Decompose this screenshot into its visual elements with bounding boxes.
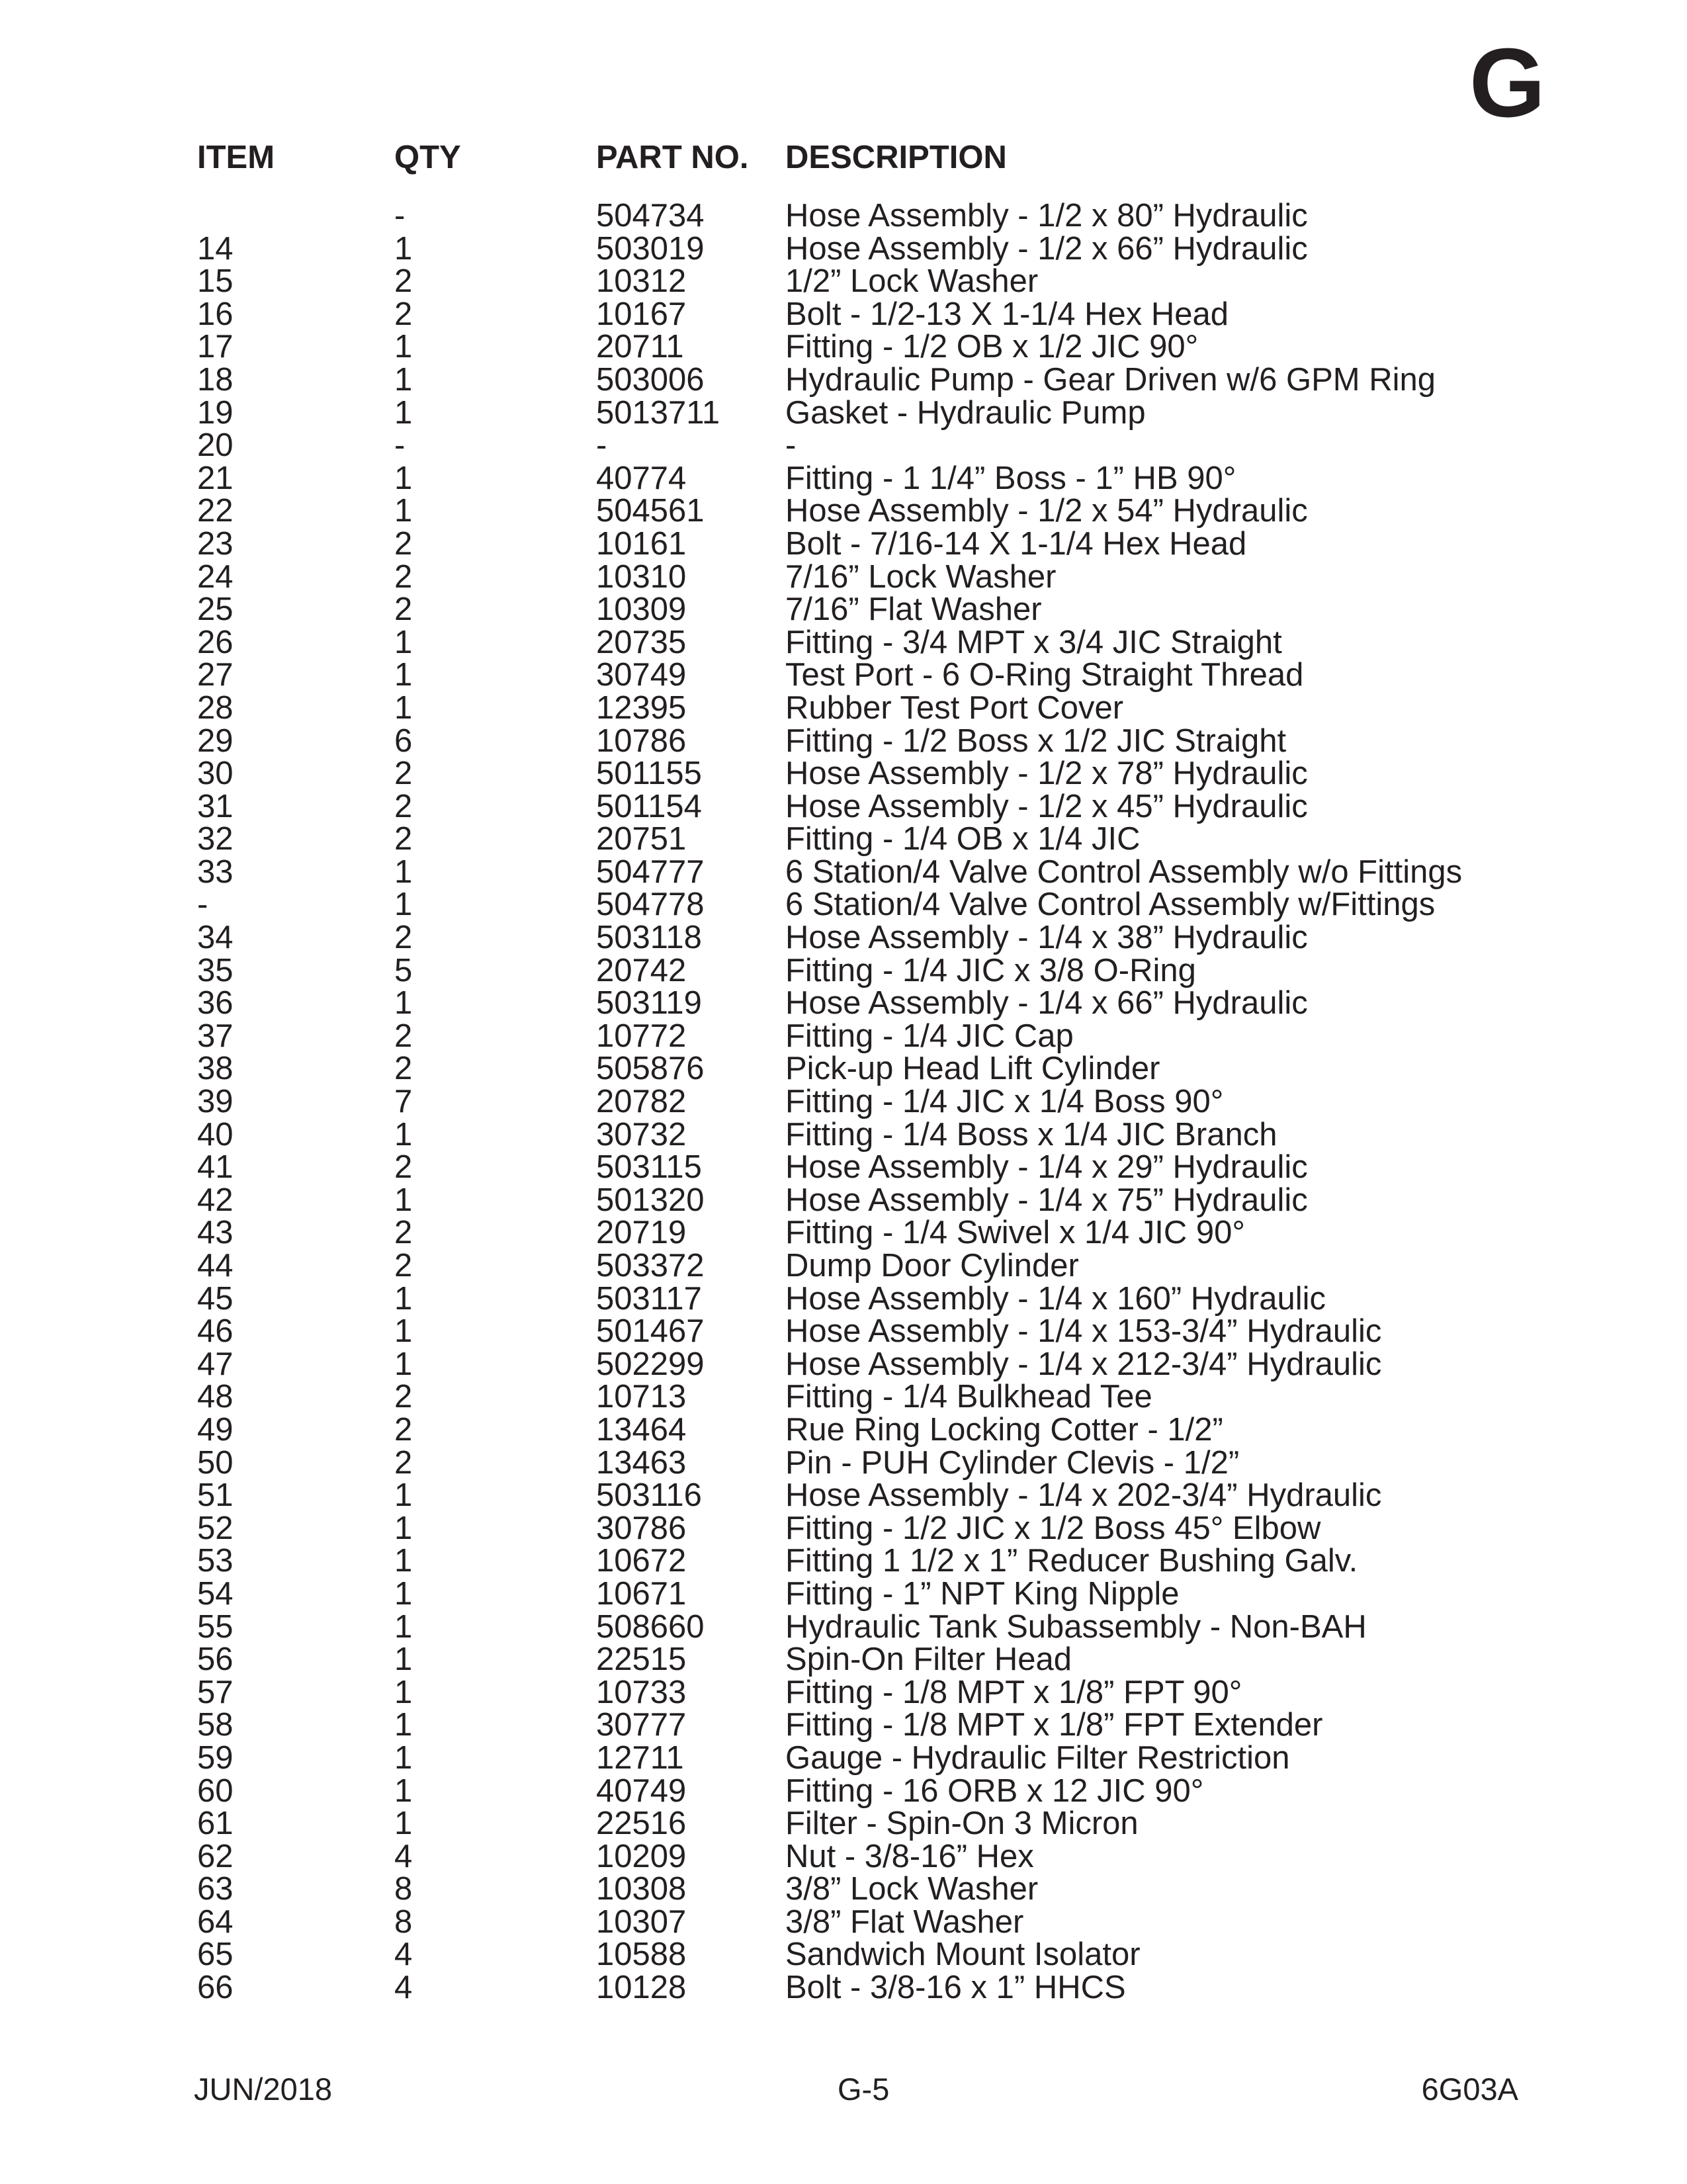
cell-item: 62 [197,1838,234,1874]
cell-qty: 4 [394,1970,413,2006]
cell-description: Hose Assembly - 1/2 x 78” Hydraulic [785,756,1308,792]
cell-item: - [197,887,208,923]
table-row [0,889,1687,922]
table-row [0,1674,1687,1710]
cell-item: 46 [197,1313,234,1350]
cell-qty: 1 [394,460,413,496]
cell-item: 53 [197,1543,234,1579]
table-row [0,1903,1687,1940]
cell-part-no: 503117 [596,1280,702,1317]
cell-item: 15 [197,263,234,300]
table-row [0,952,1687,988]
cell-part-no: 10672 [596,1543,687,1579]
cell-item: 61 [197,1806,234,1842]
cell-part-no: 503119 [596,985,702,1022]
cell-description: Fitting - 1/2 Boss x 1/2 JIC Straight [785,722,1287,759]
cell-qty: 1 [394,1674,413,1710]
cell-qty: 2 [394,1149,413,1186]
table-row [0,495,1687,528]
column-headers [0,139,1687,179]
cell-qty: 1 [394,1575,413,1612]
cell-part-no: 503019 [596,230,705,267]
cell-qty: - [394,427,406,464]
cell-description: Bolt - 7/16-14 X 1-1/4 Hex Head [785,525,1247,562]
cell-description: 6 Station/4 Valve Control Assembly w/o Fittings [785,853,1463,890]
table-row [0,1772,1687,1809]
cell-qty: 1 [394,887,413,923]
cell-part-no: 501467 [596,1313,705,1350]
table-row [0,853,1687,890]
cell-part-no: 10772 [596,1018,687,1054]
cell-part-no: 30749 [596,657,687,693]
cell-part-no: 10671 [596,1575,687,1612]
table-row [0,1643,1687,1677]
cell-description: Fitting - 1/4 Swivel x 1/4 JIC 90° [785,1215,1245,1251]
table-row [0,1808,1687,1841]
table-row [0,331,1687,364]
table-row [0,1512,1687,1546]
cell-qty: 1 [394,1182,413,1218]
cell-qty: 1 [394,1608,413,1645]
cell-description: Hose Assembly - 1/4 x 66” Hydraulic [785,985,1308,1022]
cell-item: 25 [197,591,234,628]
cell-item: 16 [197,296,234,332]
cell-part-no: 10309 [596,591,687,628]
table-row [0,1053,1687,1086]
table-row [0,1479,1687,1512]
cell-qty: 1 [394,1346,413,1382]
cell-item: 24 [197,558,234,595]
cell-part-no: 10733 [596,1674,687,1710]
cell-qty: - [394,198,406,234]
cell-qty: 1 [394,1707,413,1743]
cell-item: 23 [197,525,234,562]
cell-qty: 1 [394,329,413,365]
cell-item: 59 [197,1739,234,1776]
cell-qty: 1 [394,493,413,529]
cell-item: 22 [197,493,234,529]
cell-item: 26 [197,624,234,660]
cell-description: Test Port - 6 O-Ring Straight Thread [785,657,1304,693]
cell-description: Fitting - 1/4 OB x 1/4 JIC [785,821,1141,857]
cell-part-no: 30732 [596,1116,687,1153]
table-row [0,659,1687,692]
cell-part-no: 20751 [596,821,687,857]
cell-part-no: 504561 [596,493,705,529]
cell-part-no: 10312 [596,263,687,300]
table-row [0,1545,1687,1578]
cell-part-no: 503118 [596,920,702,956]
cell-qty: 7 [394,1084,413,1120]
cell-item: 56 [197,1641,234,1678]
cell-description: Hose Assembly - 1/4 x 202-3/4” Hydraulic [785,1477,1382,1514]
table-row [0,788,1687,824]
cell-item: 65 [197,1937,234,1973]
footer-doc-code: 6G03A [1421,2072,1518,2107]
table-row [0,200,1687,233]
cell-qty: 1 [394,1510,413,1546]
cell-item: 37 [197,1018,234,1054]
cell-part-no: - [596,427,607,464]
table-row [0,1739,1687,1776]
table-row [0,922,1687,955]
table-row [0,429,1687,462]
cell-part-no: 22516 [596,1806,687,1842]
cell-description: Fitting - 1” NPT King Nipple [785,1575,1180,1612]
cell-part-no: 504734 [596,198,705,234]
cell-item: 60 [197,1772,234,1809]
table-row [0,624,1687,660]
cell-item: 38 [197,1051,234,1087]
cell-qty: 8 [394,1871,413,1907]
cell-qty: 2 [394,1018,413,1054]
cell-description: Fitting - 1/2 JIC x 1/2 Boss 45° Elbow [785,1510,1321,1546]
cell-part-no: 30777 [596,1707,687,1743]
table-row [0,1411,1687,1448]
cell-part-no: 503116 [596,1477,702,1514]
cell-part-no: 501320 [596,1182,705,1218]
cell-item: 57 [197,1674,234,1710]
cell-part-no: 40749 [596,1772,687,1809]
cell-part-no: 10209 [596,1838,687,1874]
cell-part-no: 10786 [596,722,687,759]
cell-qty: 1 [394,394,413,431]
cell-item: 48 [197,1379,234,1415]
table-row [0,230,1687,267]
cell-part-no: 40774 [596,460,687,496]
cell-part-no: 501154 [596,788,702,824]
cell-part-no: 10161 [596,525,687,562]
cell-part-no: 508660 [596,1608,705,1645]
section-letter: G [1469,28,1545,138]
cell-description: Bolt - 3/8-16 x 1” HHCS [785,1970,1126,2006]
cell-qty: 1 [394,1280,413,1317]
cell-description: Hose Assembly - 1/4 x 153-3/4” Hydraulic [785,1313,1382,1350]
cell-part-no: 504777 [596,853,705,890]
cell-qty: 2 [394,788,413,824]
cell-description: Hose Assembly - 1/4 x 212-3/4” Hydraulic [785,1346,1382,1382]
cell-qty: 2 [394,920,413,956]
cell-item: 17 [197,329,234,365]
cell-qty: 4 [394,1937,413,1973]
cell-description: Hose Assembly - 1/2 x 45” Hydraulic [785,788,1308,824]
cell-part-no: 10307 [596,1903,687,1940]
cell-part-no: 20782 [596,1084,687,1120]
cell-qty: 1 [394,1772,413,1809]
table-row [0,1086,1687,1119]
cell-description: Bolt - 1/2-13 X 1-1/4 Hex Head [785,296,1229,332]
table-row [0,1280,1687,1317]
cell-item: 31 [197,788,234,824]
cell-description: Hydraulic Pump - Gear Driven w/6 GPM Ring [785,361,1436,398]
cell-description: 7/16” Flat Washer [785,591,1042,628]
cell-description: Gauge - Hydraulic Filter Restriction [785,1739,1290,1776]
cell-qty: 1 [394,361,413,398]
footer-date: JUN/2018 [194,2072,332,2107]
cell-item: 49 [197,1411,234,1448]
cell-description: Fitting - 1/4 Boss x 1/4 JIC Branch [785,1116,1277,1153]
cell-qty: 8 [394,1903,413,1940]
cell-description: Fitting - 1 1/4” Boss - 1” HB 90° [785,460,1236,496]
cell-qty: 1 [394,1116,413,1153]
table-row [0,689,1687,726]
cell-description: Hose Assembly - 1/2 x 66” Hydraulic [785,230,1308,267]
table-row [0,1184,1687,1217]
cell-qty: 5 [394,952,413,988]
cell-description: 1/2” Lock Washer [785,263,1039,300]
table-row [0,1250,1687,1283]
table-row [0,1608,1687,1645]
cell-item: 51 [197,1477,234,1514]
table-row [0,758,1687,791]
cell-description: Pin - PUH Cylinder Clevis - 1/2” [785,1444,1240,1481]
cell-item: 45 [197,1280,234,1317]
table-row [0,298,1687,331]
cell-qty: 6 [394,722,413,759]
cell-description: Sandwich Mount Isolator [785,1937,1141,1973]
cell-item: 20 [197,427,234,464]
table-row [0,1116,1687,1153]
cell-description: Rubber Test Port Cover [785,689,1124,726]
cell-item: 44 [197,1248,234,1284]
cell-item: 52 [197,1510,234,1546]
cell-description: - [785,427,797,464]
table-row [0,593,1687,627]
cell-part-no: 503006 [596,361,705,398]
table-row [0,1020,1687,1053]
cell-item: 28 [197,689,234,726]
cell-part-no: 20711 [596,329,684,365]
table-row [0,361,1687,398]
cell-part-no: 20719 [596,1215,687,1251]
cell-part-no: 20735 [596,624,687,660]
cell-qty: 2 [394,1379,413,1415]
cell-description: Hose Assembly - 1/4 x 75” Hydraulic [785,1182,1308,1218]
cell-part-no: 501155 [596,756,702,792]
cell-part-no: 10713 [596,1379,687,1415]
cell-qty: 2 [394,1215,413,1251]
cell-item: 36 [197,985,234,1022]
cell-item: 27 [197,657,234,693]
cell-description: Nut - 3/8-16” Hex [785,1838,1034,1874]
footer-page-number: G-5 [838,2072,890,2107]
cell-description: Filter - Spin-On 3 Micron [785,1806,1139,1842]
cell-qty: 1 [394,1477,413,1514]
table-row [0,987,1687,1020]
cell-description: Rue Ring Locking Cotter - 1/2” [785,1411,1223,1448]
table-row [0,1873,1687,1906]
cell-part-no: 13464 [596,1411,687,1448]
cell-description: Fitting - 1/4 JIC x 1/4 Boss 90° [785,1084,1224,1120]
cell-description: 3/8” Flat Washer [785,1903,1024,1940]
table-row [0,1151,1687,1184]
cell-item: 63 [197,1871,234,1907]
cell-part-no: 12711 [596,1739,684,1776]
cell-part-no: 10308 [596,1871,687,1907]
cell-item: 34 [197,920,234,956]
cell-description: 3/8” Lock Washer [785,1871,1039,1907]
header-qty: QTY [394,140,461,175]
cell-qty: 2 [394,591,413,628]
cell-qty: 1 [394,657,413,693]
cell-part-no: 504778 [596,887,705,923]
cell-item: 66 [197,1970,234,2006]
cell-item: 55 [197,1608,234,1645]
cell-description: Spin-On Filter Head [785,1641,1072,1678]
cell-item: 19 [197,394,234,431]
cell-item: 33 [197,853,234,890]
cell-qty: 1 [394,624,413,660]
page-footer [0,2070,1687,2109]
header-description: DESCRIPTION [785,140,1007,175]
table-row [0,1217,1687,1250]
cell-qty: 2 [394,1444,413,1481]
cell-description: Fitting - 1/8 MPT x 1/8” FPT Extender [785,1707,1323,1743]
cell-qty: 1 [394,1543,413,1579]
cell-description: Fitting 1 1/2 x 1” Reducer Bushing Galv. [785,1543,1358,1579]
table-row [0,1348,1687,1381]
table-row [0,525,1687,562]
cell-qty: 4 [394,1838,413,1874]
cell-part-no: 20742 [596,952,687,988]
cell-item: 39 [197,1084,234,1120]
table-row [0,1972,1687,2005]
cell-description: Hose Assembly - 1/2 x 80” Hydraulic [785,198,1308,234]
cell-description: Hose Assembly - 1/4 x 29” Hydraulic [785,1149,1308,1186]
cell-item: 18 [197,361,234,398]
cell-qty: 2 [394,821,413,857]
header-item: ITEM [197,140,275,175]
cell-part-no: 10167 [596,296,687,332]
table-row [0,1381,1687,1414]
table-row [0,1838,1687,1874]
cell-part-no: 503115 [596,1149,702,1186]
cell-qty: 2 [394,296,413,332]
table-row [0,1575,1687,1612]
cell-qty: 1 [394,1313,413,1350]
cell-description: 6 Station/4 Valve Control Assembly w/Fittings [785,887,1436,923]
table-row [0,1315,1687,1348]
cell-description: Hose Assembly - 1/4 x 160” Hydraulic [785,1280,1326,1317]
cell-qty: 2 [394,525,413,562]
table-row [0,1939,1687,1972]
table-row [0,1709,1687,1742]
cell-item: 54 [197,1575,234,1612]
cell-part-no: 12395 [596,689,687,726]
cell-description: Hose Assembly - 1/4 x 38” Hydraulic [785,920,1308,956]
cell-item: 40 [197,1116,234,1153]
cell-description: Gasket - Hydraulic Pump [785,394,1146,431]
parts-table [0,200,1687,2005]
cell-qty: 2 [394,756,413,792]
cell-description: Fitting - 16 ORB x 12 JIC 90° [785,1772,1204,1809]
cell-qty: 1 [394,1739,413,1776]
cell-qty: 2 [394,1051,413,1087]
cell-part-no: 505876 [596,1051,705,1087]
cell-item: 35 [197,952,234,988]
cell-part-no: 10588 [596,1937,687,1973]
cell-qty: 1 [394,1806,413,1842]
table-row [0,722,1687,759]
cell-description: Dump Door Cylinder [785,1248,1079,1284]
table-row [0,462,1687,496]
cell-qty: 2 [394,263,413,300]
cell-item: 32 [197,821,234,857]
cell-item: 30 [197,756,234,792]
cell-item: 41 [197,1149,234,1186]
cell-item: 58 [197,1707,234,1743]
cell-description: Fitting - 3/4 MPT x 3/4 JIC Straight [785,624,1282,660]
cell-description: Fitting - 1/4 JIC Cap [785,1018,1074,1054]
cell-qty: 1 [394,853,413,890]
cell-description: Fitting - 1/4 Bulkhead Tee [785,1379,1152,1415]
cell-description: Hydraulic Tank Subassembly - Non-BAH [785,1608,1367,1645]
cell-part-no: 13463 [596,1444,687,1481]
table-row [0,823,1687,856]
cell-qty: 2 [394,1248,413,1284]
cell-item: 50 [197,1444,234,1481]
table-row [0,558,1687,595]
cell-qty: 1 [394,985,413,1022]
cell-part-no: 502299 [596,1346,705,1382]
cell-description: Fitting - 1/4 JIC x 3/8 O-Ring [785,952,1196,988]
cell-item: 42 [197,1182,234,1218]
cell-item: 47 [197,1346,234,1382]
cell-description: 7/16” Lock Washer [785,558,1057,595]
cell-item: 14 [197,230,234,267]
cell-part-no: 30786 [596,1510,687,1546]
cell-item: 43 [197,1215,234,1251]
cell-qty: 1 [394,230,413,267]
cell-part-no: 22515 [596,1641,687,1678]
cell-description: Fitting - 1/2 OB x 1/2 JIC 90° [785,329,1199,365]
table-row [0,265,1687,298]
cell-description: Fitting - 1/8 MPT x 1/8” FPT 90° [785,1674,1242,1710]
cell-description: Hose Assembly - 1/2 x 54” Hydraulic [785,493,1308,529]
cell-qty: 2 [394,558,413,595]
cell-qty: 1 [394,689,413,726]
header-part-no: PART NO. [596,140,749,175]
cell-item: 21 [197,460,234,496]
cell-part-no: 5013711 [596,394,720,431]
cell-part-no: 503372 [596,1248,705,1284]
table-row [0,1444,1687,1481]
cell-qty: 1 [394,1641,413,1678]
cell-part-no: 10310 [596,558,687,595]
table-row [0,394,1687,431]
cell-item: 64 [197,1903,234,1940]
cell-item: 29 [197,722,234,759]
cell-qty: 2 [394,1411,413,1448]
cell-description: Pick-up Head Lift Cylinder [785,1051,1160,1087]
cell-part-no: 10128 [596,1970,687,2006]
